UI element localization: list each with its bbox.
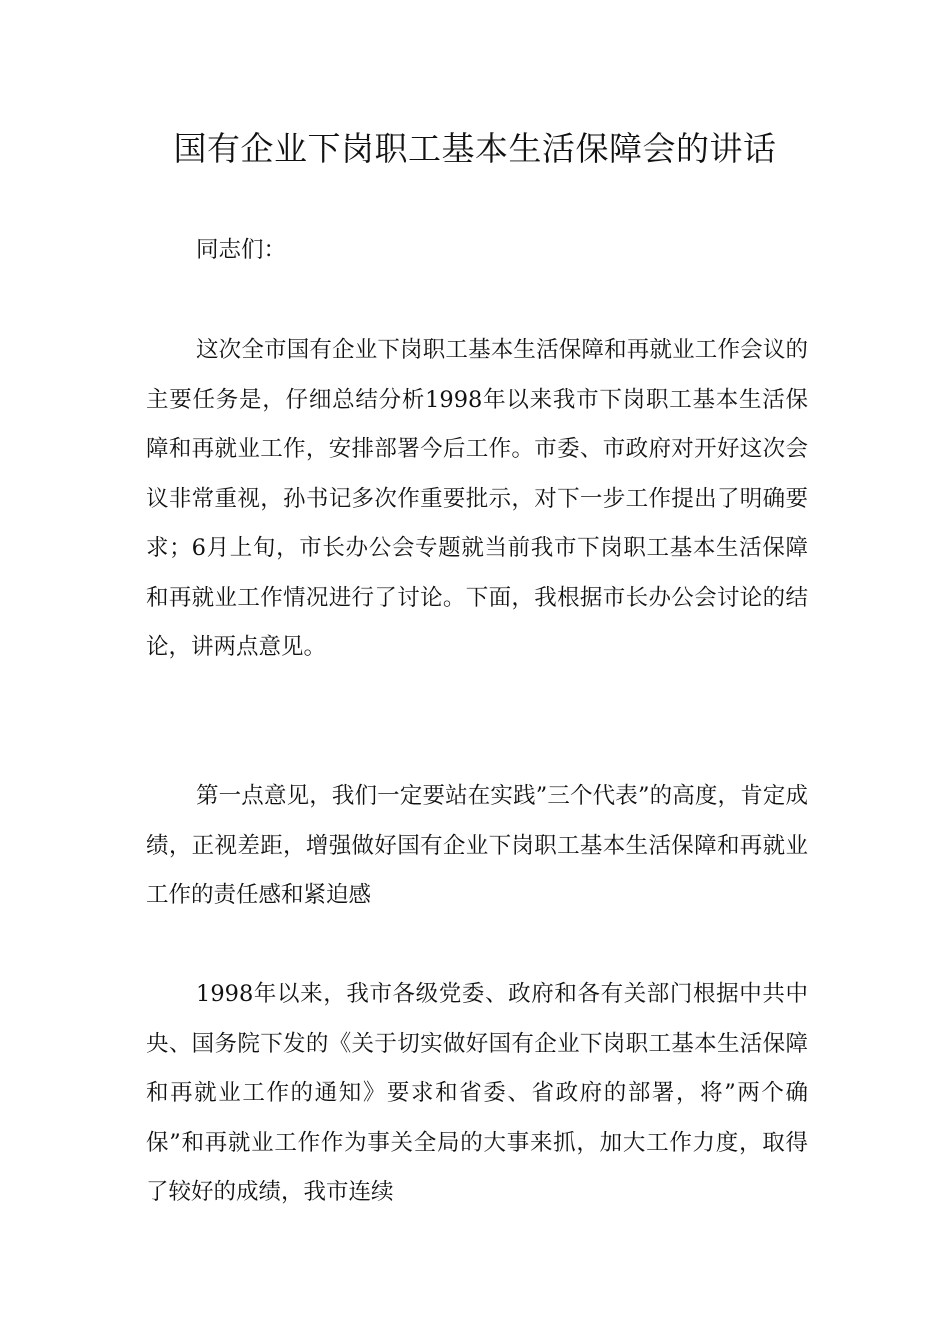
paragraph-3: 1998年以来，我市各级党委、政府和各有关部门根据中共中央、国务院下发的《关于切实做好国有企业下岗职工基本生活保障和再就业工作的通知》要求和省委、省政府的部署，将”两个确保”和再就业工作作为事关全局的大事来抓，加大工作力度，取得了较好的成绩，我市连续 <box>146 981 808 1205</box>
salutation: 同志们： <box>196 237 287 263</box>
paragraph-2: 第一点意见，我们一定要站在实践”三个代表”的高度，肯定成绩，正视差距，增强做好国有企业下岗职工基本生活保障和再就业工作的责任感和紧迫感 <box>146 783 808 908</box>
document-title: 国有企业下岗职工基本生活保障会的讲话 <box>173 129 777 168</box>
paragraph-1: 这次全市国有企业下岗职工基本生活保障和再就业工作会议的主要任务是，仔细总结分析1998年以来我市下岗职工基本生活保障和再就业工作，安排部署今后工作。市委、市政府对开好这次会议非常重视，孙书记多次作重要批示，对下一步工作提出了明确要求；6月上旬，市长办公会专题就当前我市下岗职工基本生活保障和再就业工作情况进行了讨论。下面，我根据市长办公会讨论的结论，讲两点意见。 <box>146 337 808 660</box>
